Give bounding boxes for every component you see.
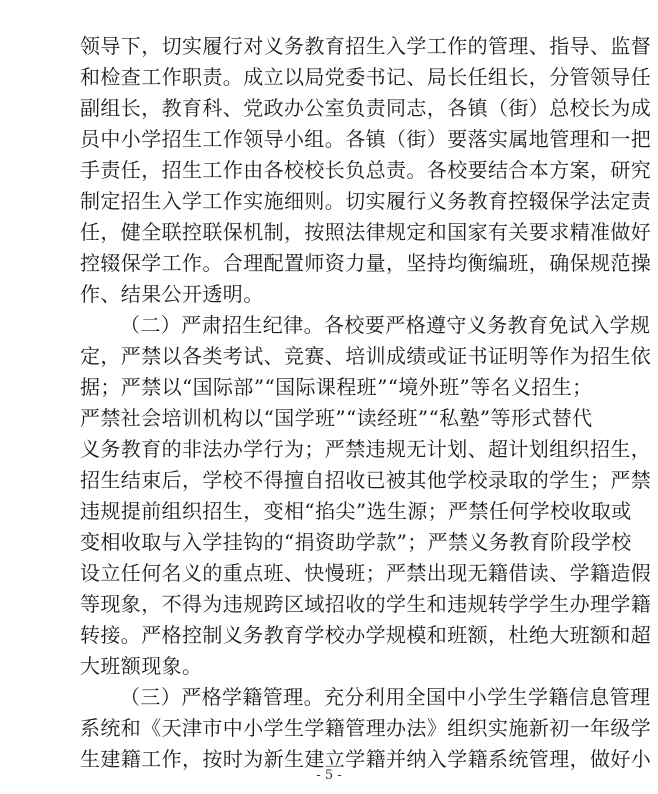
text-line: 手责任，招生工作由各校校长负总责。各校要结合本方案，研究	[80, 158, 652, 182]
text-line: 定，严禁以各类考试、竞赛、培训成绩或证书证明等作为招生依	[80, 344, 652, 368]
text-line: 任，健全联控联保机制，按照法律规定和国家有关要求精准做好	[80, 220, 652, 244]
text-line: 作、结果公开透明。	[80, 282, 264, 306]
text-line: 据；严禁以“国际部”“国际课程班”“境外班”等名义招生；	[80, 375, 593, 399]
text-line: 等现象，不得为违规跨区域招收的学生和违规转学学生办理学籍	[80, 592, 652, 616]
text-line: 招生结束后，学校不得擅自招收已被其他学校录取的学生；严禁	[80, 468, 652, 492]
text-line: 变相收取与入学挂钩的“捐资助学款”；严禁义务教育阶段学校	[80, 530, 632, 554]
page-number: - 5 -	[316, 768, 342, 783]
text-line: 领导下，切实履行对义务教育招生入学工作的管理、指导、监督	[80, 34, 652, 58]
text-line: 副组长，教育科、党政办公室负责同志，各镇（街）总校长为成	[80, 96, 652, 120]
text-line: 违规提前组织招生，变相“掐尖”选生源；严禁任何学校收取或	[80, 499, 632, 523]
text-line: 生建籍工作，按时为新生建立学籍并纳入学籍系统管理，做好小	[80, 747, 652, 771]
text-line: 义务教育的非法办学行为；严禁违规无计划、超计划组织招生，	[80, 437, 652, 461]
text-line: 设立任何名义的重点班、快慢班；严禁出现无籍借读、学籍造假	[80, 561, 652, 585]
text-line: 和检查工作职责。成立以局党委书记、局长任组长，分管领导任	[80, 65, 652, 89]
text-line: 制定招生入学工作实施细则。切实履行义务教育控辍保学法定责	[80, 189, 652, 213]
section-heading-line: （二）严肃招生纪律。各校要严格遵守义务教育免试入学规	[120, 313, 651, 337]
text-line: 严禁社会培训机构以“国学班”“读经班”“私塾”等形式替代	[80, 406, 593, 430]
text-line: 员中小学招生工作领导小组。各镇（街）要落实属地管理和一把	[80, 127, 652, 151]
text-line: 控辍保学工作。合理配置师资力量，坚持均衡编班，确保规范操	[80, 251, 652, 275]
text-line: 大班额现象。	[80, 654, 203, 678]
text-line: 转接。严格控制义务教育学校办学规模和班额，杜绝大班额和超	[80, 623, 652, 647]
section-heading-line: （三）严格学籍管理。充分利用全国中小学生学籍信息管理	[120, 685, 651, 709]
text-line: 系统和《天津市中小学生学籍管理办法》组织实施新初一年级学	[80, 716, 652, 740]
